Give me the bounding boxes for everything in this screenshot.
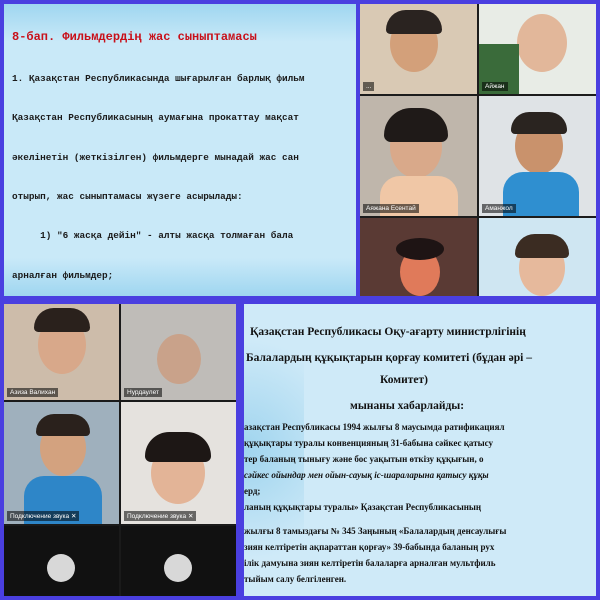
notice-body-line: ланың құқықтары туралы» Қазақстан Республикасының — [244, 502, 482, 512]
video-tile[interactable] — [479, 218, 596, 296]
video-grid-bottom — [4, 304, 236, 596]
participant-hair — [384, 108, 448, 142]
slide-line: Қазақстан Республикасының аумағына прокаттау мақсат — [12, 112, 299, 124]
notice-body-line: құқықтары туралы конвенцияның 31-бабына сәйкес қатысу — [244, 438, 494, 448]
notice-body-line: сәйкес ойындар мен ойын-сауық іс-шараларына қатысу құқы — [244, 470, 489, 480]
video-tile[interactable] — [121, 304, 236, 400]
video-tile[interactable] — [479, 96, 596, 216]
notice-body-line: зиян келтіретін ақпараттан қорғау» 39-бабында баланың рух — [244, 542, 495, 552]
participant-hair — [34, 308, 90, 332]
notice-body-line: ерд; — [244, 486, 261, 496]
video-tile[interactable] — [360, 4, 477, 94]
participant-hair — [515, 234, 569, 258]
video-tile[interactable] — [4, 402, 119, 524]
slide-line: әкелінетін (жеткізілген) фильмдерге мынадай жас сан — [12, 151, 299, 163]
video-tile[interactable] — [360, 96, 477, 216]
notice-committee: Балалардың құқықтарын қорғау комитеті (бұдан әрі – — [246, 352, 532, 364]
notice-body-line: тыйым салу белгіленген. — [244, 574, 347, 584]
video-tile-off[interactable] — [121, 526, 236, 596]
notice-committee-short: Комитет) — [380, 374, 428, 386]
participant-hair — [36, 414, 90, 436]
notice-body-line: тер баланың тынығу және бос уақытын өткізу құқығын, о — [244, 454, 484, 464]
video-tile[interactable] — [479, 4, 596, 94]
participant-name: Нурдаулет — [124, 388, 162, 397]
participant-hair — [386, 10, 442, 34]
participant-name: Подключение звука ✕ — [7, 511, 79, 521]
video-grid-top — [360, 4, 596, 296]
notice-body-line: ілік дамуына зиян келтіретін балаларға арналған мультфиль — [244, 558, 496, 568]
slide-title: 8-бап. Фильмдердің жас сыныптамасы — [12, 30, 257, 44]
slide-line: отырып, жас сыныптамасы жүзеге асырылады: — [12, 191, 243, 203]
slide-body — [12, 46, 356, 296]
avatar-placeholder-icon — [47, 554, 75, 582]
notice-announces: мынаны хабарлайды: — [350, 400, 465, 412]
participant-hair — [511, 112, 567, 134]
participant-name: Аманжол — [482, 204, 516, 213]
notice-body-line: жылғы 8 тамыздағы № 345 Заңының «Балалардың денсаулығы — [244, 526, 507, 536]
video-tile[interactable] — [360, 218, 477, 296]
participant-face — [157, 334, 201, 384]
participant-face — [517, 14, 567, 72]
avatar-placeholder-icon — [164, 554, 192, 582]
participant-hair — [396, 238, 444, 260]
participant-name: Аяжана Есентай — [363, 204, 419, 213]
ornament-left — [244, 304, 304, 596]
notice-ministry: Қазақстан Республикасы Оқу-ағарту министрлігінің — [250, 326, 526, 338]
participant-name: Айжан — [482, 82, 508, 91]
participant-name: Подключение звука ✕ — [124, 511, 196, 521]
participant-name: ... — [363, 82, 374, 91]
participant-name: Азиза Валиxан — [7, 388, 58, 397]
slide-line: 1) "6 жасқа дейін" - алты жасқа толмаған бала — [12, 230, 294, 242]
video-tile[interactable] — [4, 304, 119, 400]
participant-hair — [145, 432, 211, 462]
video-tile[interactable] — [121, 402, 236, 524]
slide-line: арналған фильмдер; — [12, 269, 114, 281]
slide-line: 1. Қазақстан Республикасында шығарылған барлық фильм — [12, 73, 305, 85]
notice-body-line: азақстан Республикасы 1994 жылғы 8 маусымда ратификациял — [244, 422, 505, 432]
video-tile-off[interactable] — [4, 526, 119, 596]
slide-film-classification — [4, 4, 356, 296]
slide-committee-notice — [244, 304, 596, 596]
